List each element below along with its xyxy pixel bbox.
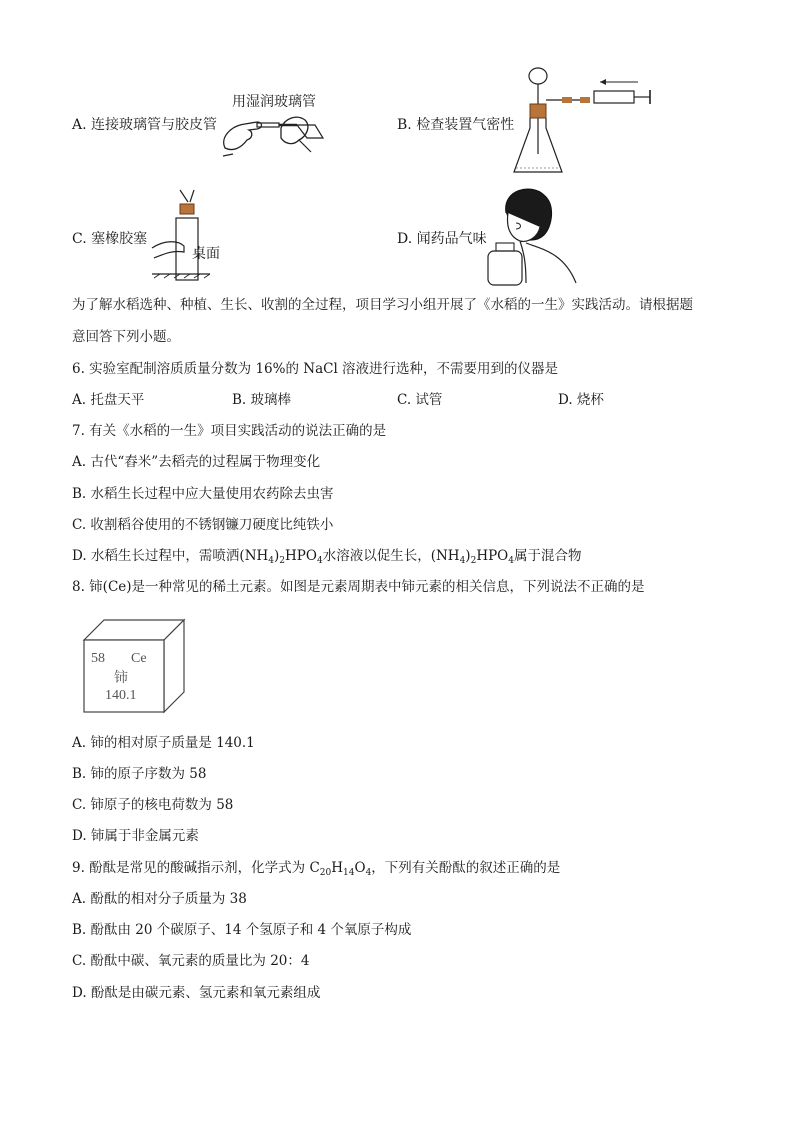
question-7-option-b: B. 水稻生长过程中应大量使用农药除去虫害 — [72, 486, 334, 502]
q7d-sub-6: 4 — [508, 556, 514, 566]
q9-text-2: H — [331, 860, 344, 876]
question-8-stem: 8. 铈(Ce)是一种常见的稀土元素。如图是元素周期表中铈元素的相关信息，下列说法不正确的是 — [72, 579, 645, 595]
element-atomic-number: 58 — [91, 651, 105, 666]
option-c-caption: 桌面 — [192, 246, 220, 262]
question-7-stem: 7. 有关《水稻的一生》项目实践活动的说法正确的是 — [72, 423, 387, 439]
question-6-stem: 6. 实验室配制溶质质量分数为 16%的 NaCl 溶液进行选种，不需要用到的仪器是 — [72, 361, 559, 377]
element-atomic-mass: 140.1 — [105, 688, 137, 703]
question-6-option-b: B. 玻璃棒 — [232, 392, 292, 408]
q7d-sub-5: 2 — [470, 556, 477, 566]
flask-syringe-illustration — [510, 64, 660, 184]
q7d-text-7: 属于混合物 — [513, 548, 582, 564]
question-7-option-c: C. 收割稻谷使用的不锈钢镰刀硬度比纯铁小 — [72, 517, 334, 533]
question-9-option-a: A. 酚酞的相对分子质量为 38 — [72, 891, 247, 907]
intro-line-2: 意回答下列小题。 — [72, 329, 180, 345]
q9-sub-2: 14 — [343, 868, 355, 878]
child-smelling-illustration — [486, 183, 586, 288]
question-6-option-c: C. 试管 — [397, 392, 443, 408]
question-6-option-d: D. 烧杯 — [558, 392, 604, 408]
q9-text-3: O — [354, 860, 366, 876]
q7d-text-4: 水溶液以促生长，(NH — [322, 548, 460, 564]
hands-connecting-tube-illustration — [215, 108, 335, 158]
q7d-text-3: HPO — [285, 548, 317, 564]
element-name: 铈 — [114, 670, 128, 686]
question-6-option-a: A. 托盘天平 — [72, 392, 145, 408]
q7d-text-5: ) — [465, 548, 471, 564]
q7d-sub-3: 4 — [316, 556, 323, 566]
question-8-option-d: D. 铈属于非金属元素 — [72, 828, 199, 844]
q7d-text-6: HPO — [476, 548, 509, 564]
question-9-option-c: C. 酚酞中碳、氧元素的质量比为 20：4 — [72, 953, 310, 969]
option-b-label: B. 检查装置气密性 — [397, 117, 515, 133]
q9-sub-1: 20 — [319, 868, 332, 878]
q7d-sub-1: 4 — [268, 556, 275, 566]
question-9-stem — [72, 859, 560, 877]
element-symbol: Ce — [131, 651, 147, 666]
q9-text-1: 9. 酚酞是常见的酸碱指示剂，化学式为 C — [72, 860, 320, 876]
question-8-option-a: A. 铈的相对原子质量是 140.1 — [72, 735, 255, 751]
q7d-sub-4: 4 — [459, 556, 466, 566]
q7d-text-1: D. 水稻生长过程中，需喷洒(NH — [72, 548, 269, 564]
question-8-option-b: B. 铈的原子序数为 58 — [72, 766, 207, 782]
option-c-label: C. 塞橡胶塞 — [72, 231, 148, 247]
q9-sub-3: 4 — [365, 868, 372, 878]
q7d-text-2: ) — [274, 548, 280, 564]
option-a-label: A. 连接玻璃管与胶皮管 — [72, 117, 218, 133]
q7d-sub-2: 2 — [279, 556, 286, 566]
question-7-option-d — [72, 547, 581, 565]
question-8-option-c: C. 铈原子的核电荷数为 58 — [72, 797, 234, 813]
stopper-test-tube-illustration — [150, 188, 230, 283]
question-9-option-d: D. 酚酞是由碳元素、氢元素和氧元素组成 — [72, 985, 321, 1001]
option-a-caption: 用湿润玻璃管 — [232, 94, 316, 110]
option-d-label: D. 闻药品气味 — [397, 231, 487, 247]
question-9-option-b: B. 酚酞由 20 个碳原子、14 个氢原子和 4 个氧原子构成 — [72, 922, 412, 938]
intro-line-1: 为了解水稻选种、种植、生长、收割的全过程，项目学习小组开展了《水稻的一生》实践活动。请根据题 — [72, 297, 693, 313]
question-7-option-a: A. 古代“舂米”去稻壳的过程属于物理变化 — [72, 454, 321, 470]
q9-text-4: ，下列有关酚酞的叙述正确的是 — [371, 860, 561, 876]
